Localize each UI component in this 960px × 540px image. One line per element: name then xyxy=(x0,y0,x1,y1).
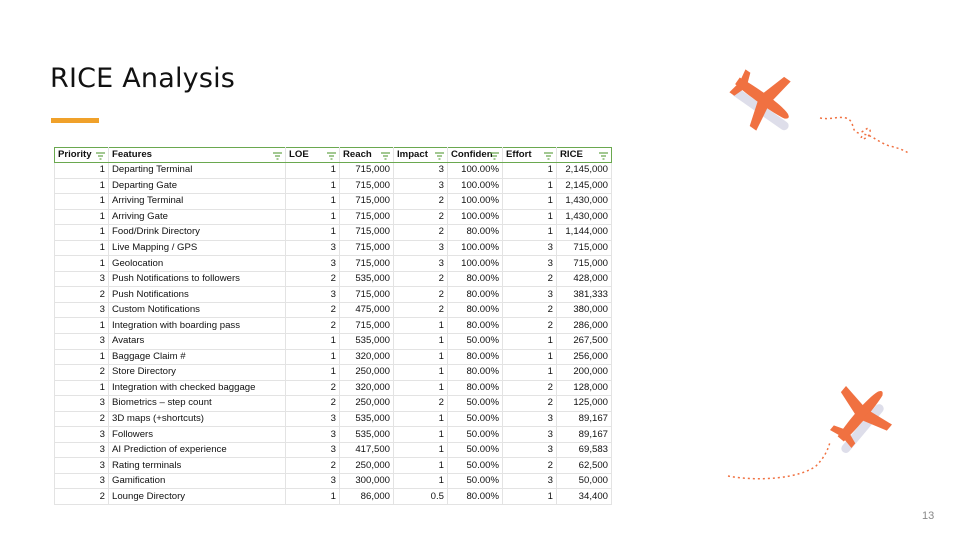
table-row xyxy=(55,349,612,365)
column-header-label: Impact xyxy=(397,149,428,160)
table-row xyxy=(55,194,612,210)
slide-title: RICE Analysis xyxy=(50,63,236,94)
column-header-label: LOE xyxy=(289,149,309,160)
table-cell[interactable]: 3 xyxy=(286,240,340,256)
table-cell[interactable]: 1 xyxy=(55,256,109,272)
table-cell[interactable]: 2 xyxy=(55,287,109,303)
filter-icon[interactable] xyxy=(327,151,336,159)
table-cell[interactable]: 286,000 xyxy=(557,318,612,334)
table-cell[interactable]: 100.00% xyxy=(448,240,503,256)
table-cell[interactable]: 1 xyxy=(394,473,448,489)
table-cell[interactable]: 3 xyxy=(55,473,109,489)
table-cell[interactable]: 715,000 xyxy=(340,240,394,256)
table-cell[interactable]: Followers xyxy=(109,427,286,443)
table-cell[interactable]: Custom Notifications xyxy=(109,302,286,318)
table-cell[interactable]: 3 xyxy=(503,473,557,489)
table-cell[interactable]: 2 xyxy=(286,271,340,287)
table-cell[interactable]: 80.00% xyxy=(448,302,503,318)
table-cell[interactable]: 1 xyxy=(503,334,557,350)
table-cell[interactable]: 1 xyxy=(394,458,448,474)
table-cell[interactable]: Gamification xyxy=(109,473,286,489)
table-row xyxy=(55,225,612,241)
table-cell[interactable]: 535,000 xyxy=(340,411,394,427)
table-cell[interactable]: 50.00% xyxy=(448,427,503,443)
table-cell[interactable]: 3 xyxy=(55,458,109,474)
table-cell[interactable]: 80.00% xyxy=(448,287,503,303)
table-cell[interactable]: Food/Drink Directory xyxy=(109,225,286,241)
table-cell[interactable]: 1,430,000 xyxy=(557,194,612,210)
table-cell[interactable]: 3 xyxy=(394,163,448,179)
table-cell[interactable]: 2,145,000 xyxy=(557,163,612,179)
table-cell[interactable]: 1 xyxy=(55,178,109,194)
table-cell[interactable]: 80.00% xyxy=(448,318,503,334)
table-cell[interactable]: 250,000 xyxy=(340,365,394,381)
table-cell[interactable]: 80.00% xyxy=(448,489,503,505)
table-cell[interactable]: 2 xyxy=(503,380,557,396)
table-cell[interactable]: 3 xyxy=(503,442,557,458)
table-cell[interactable]: 86,000 xyxy=(340,489,394,505)
filter-icon[interactable] xyxy=(435,151,444,159)
table-cell[interactable]: 3 xyxy=(394,178,448,194)
table-cell[interactable]: Geolocation xyxy=(109,256,286,272)
table-row xyxy=(55,334,612,350)
filter-icon[interactable] xyxy=(490,151,499,159)
table-cell[interactable]: 80.00% xyxy=(448,380,503,396)
table-cell[interactable]: Baggage Claim # xyxy=(109,349,286,365)
column-header[interactable] xyxy=(557,148,612,163)
table-cell[interactable]: 2 xyxy=(286,380,340,396)
column-header[interactable] xyxy=(286,148,340,163)
table-cell[interactable]: 1 xyxy=(503,178,557,194)
table-cell[interactable]: 715,000 xyxy=(340,256,394,272)
rice-table xyxy=(54,147,612,505)
table-cell[interactable]: 1 xyxy=(394,349,448,365)
table-cell[interactable]: 2 xyxy=(394,287,448,303)
table-cell[interactable]: 2 xyxy=(394,302,448,318)
table-cell[interactable]: 1 xyxy=(286,365,340,381)
table-cell[interactable]: 715,000 xyxy=(340,318,394,334)
table-row xyxy=(55,442,612,458)
table-cell[interactable]: 3 xyxy=(55,396,109,412)
table-row xyxy=(55,318,612,334)
table-cell[interactable]: 535,000 xyxy=(340,427,394,443)
table-cell[interactable]: 715,000 xyxy=(340,287,394,303)
table-cell[interactable]: 100.00% xyxy=(448,163,503,179)
table-cell[interactable]: 1 xyxy=(394,318,448,334)
airplane-decoration-bottom xyxy=(720,378,900,488)
column-header-label: Confiden xyxy=(451,149,493,160)
table-cell[interactable]: 2 xyxy=(503,302,557,318)
table-cell[interactable]: 1,144,000 xyxy=(557,225,612,241)
table-cell[interactable]: 2 xyxy=(286,396,340,412)
table-cell[interactable]: 128,000 xyxy=(557,380,612,396)
table-cell[interactable]: 1 xyxy=(55,240,109,256)
column-header-label: Reach xyxy=(343,149,372,160)
table-cell[interactable]: Avatars xyxy=(109,334,286,350)
table-cell[interactable]: 1 xyxy=(503,209,557,225)
table-cell[interactable]: 2,145,000 xyxy=(557,178,612,194)
table-cell[interactable]: 417,500 xyxy=(340,442,394,458)
table-cell[interactable]: 80.00% xyxy=(448,225,503,241)
table-cell[interactable]: 125,000 xyxy=(557,396,612,412)
table-cell[interactable]: 3 xyxy=(286,256,340,272)
table-cell[interactable]: 100.00% xyxy=(448,178,503,194)
table-cell[interactable]: 475,000 xyxy=(340,302,394,318)
table-cell[interactable]: 2 xyxy=(394,271,448,287)
table-cell[interactable]: 80.00% xyxy=(448,271,503,287)
table-cell[interactable]: 89,167 xyxy=(557,411,612,427)
table-cell[interactable]: 1 xyxy=(394,365,448,381)
table-cell[interactable]: 1 xyxy=(503,225,557,241)
table-cell[interactable]: Lounge Directory xyxy=(109,489,286,505)
table-cell[interactable]: 3 xyxy=(55,271,109,287)
table-cell[interactable]: 715,000 xyxy=(340,209,394,225)
column-header[interactable] xyxy=(394,148,448,163)
table-cell[interactable]: 2 xyxy=(394,209,448,225)
table-cell[interactable]: 2 xyxy=(286,458,340,474)
table-cell[interactable]: Push Notifications xyxy=(109,287,286,303)
filter-icon[interactable] xyxy=(381,151,390,159)
airplane-decoration-top xyxy=(720,58,920,163)
table-cell[interactable]: 1 xyxy=(55,225,109,241)
table-cell[interactable]: 62,500 xyxy=(557,458,612,474)
table-cell[interactable]: Departing Gate xyxy=(109,178,286,194)
column-header[interactable] xyxy=(109,148,286,163)
flight-path-top xyxy=(820,117,910,154)
table-cell[interactable]: 2 xyxy=(394,225,448,241)
table-cell[interactable]: 3 xyxy=(286,287,340,303)
table-cell[interactable]: 1 xyxy=(394,427,448,443)
table-cell[interactable]: 34,400 xyxy=(557,489,612,505)
table-cell[interactable]: 250,000 xyxy=(340,396,394,412)
table-cell[interactable]: 1 xyxy=(286,334,340,350)
table-cell[interactable]: 1 xyxy=(503,163,557,179)
table-cell[interactable]: 100.00% xyxy=(448,256,503,272)
table-cell[interactable]: 3 xyxy=(55,427,109,443)
table-cell[interactable]: 381,333 xyxy=(557,287,612,303)
table-cell[interactable]: 2 xyxy=(55,365,109,381)
table-cell[interactable]: 1 xyxy=(286,209,340,225)
table-cell[interactable]: 3 xyxy=(55,442,109,458)
table-cell[interactable]: 428,000 xyxy=(557,271,612,287)
table-cell[interactable]: 3 xyxy=(503,287,557,303)
table-cell[interactable]: 2 xyxy=(394,194,448,210)
table-cell[interactable]: 300,000 xyxy=(340,473,394,489)
table-cell[interactable]: 715,000 xyxy=(340,194,394,210)
table-cell[interactable]: 535,000 xyxy=(340,271,394,287)
filter-icon[interactable] xyxy=(96,151,105,159)
airplane-icon xyxy=(815,371,904,461)
table-cell[interactable]: 1 xyxy=(503,489,557,505)
table-cell[interactable]: 2 xyxy=(55,411,109,427)
table-cell[interactable]: 50.00% xyxy=(448,396,503,412)
table-cell[interactable]: 1 xyxy=(394,411,448,427)
table-cell[interactable]: Arriving Terminal xyxy=(109,194,286,210)
table-cell[interactable]: 80.00% xyxy=(448,365,503,381)
table-cell[interactable]: 3 xyxy=(394,240,448,256)
table-cell[interactable]: 1 xyxy=(286,194,340,210)
table-cell[interactable]: 1 xyxy=(394,380,448,396)
page-number: 13 xyxy=(922,510,935,522)
column-header[interactable] xyxy=(55,148,109,163)
table-cell[interactable]: 1 xyxy=(503,194,557,210)
table-cell[interactable]: 320,000 xyxy=(340,349,394,365)
table-cell[interactable]: 1 xyxy=(286,163,340,179)
table-cell[interactable]: 1 xyxy=(55,194,109,210)
table-row xyxy=(55,240,612,256)
table-row xyxy=(55,178,612,194)
table-row xyxy=(55,256,612,272)
table-cell[interactable]: 2 xyxy=(503,318,557,334)
table-cell[interactable]: 2 xyxy=(286,302,340,318)
table-row xyxy=(55,302,612,318)
table-row xyxy=(55,473,612,489)
table-cell[interactable]: 3 xyxy=(503,240,557,256)
table-cell[interactable]: 2 xyxy=(503,271,557,287)
table-cell[interactable]: Arriving Gate xyxy=(109,209,286,225)
table-cell[interactable]: 715,000 xyxy=(557,256,612,272)
table-cell[interactable]: 3 xyxy=(503,256,557,272)
table-cell[interactable]: 50,000 xyxy=(557,473,612,489)
table-cell[interactable]: 2 xyxy=(503,396,557,412)
table-cell[interactable]: 2 xyxy=(286,318,340,334)
table-cell[interactable]: 1 xyxy=(286,225,340,241)
table-row xyxy=(55,209,612,225)
airplane-icon xyxy=(720,56,807,142)
table-cell[interactable]: 1 xyxy=(55,163,109,179)
table-cell[interactable]: 1 xyxy=(286,178,340,194)
table-cell[interactable]: 3 xyxy=(286,473,340,489)
table-row xyxy=(55,287,612,303)
table-row xyxy=(55,411,612,427)
table-cell[interactable]: 267,500 xyxy=(557,334,612,350)
table-cell[interactable]: 535,000 xyxy=(340,334,394,350)
table-cell[interactable]: 1 xyxy=(286,489,340,505)
table-cell[interactable]: Push Notifications to followers xyxy=(109,271,286,287)
table-cell[interactable]: 50.00% xyxy=(448,411,503,427)
table-body xyxy=(55,163,612,505)
table-cell[interactable]: 3 xyxy=(286,442,340,458)
table-cell[interactable]: 0.5 xyxy=(394,489,448,505)
column-header-label: Priority xyxy=(58,149,92,160)
column-header[interactable] xyxy=(448,148,503,163)
table-cell[interactable]: 320,000 xyxy=(340,380,394,396)
table-cell[interactable]: 3 xyxy=(286,411,340,427)
table-cell[interactable]: 2 xyxy=(394,396,448,412)
table-cell[interactable]: 50.00% xyxy=(448,334,503,350)
table-cell[interactable]: 3 xyxy=(503,411,557,427)
table-cell[interactable]: 1 xyxy=(55,349,109,365)
table-cell[interactable]: Integration with boarding pass xyxy=(109,318,286,334)
table-cell[interactable]: Store Directory xyxy=(109,365,286,381)
table-cell[interactable]: 1,430,000 xyxy=(557,209,612,225)
table-cell[interactable]: Live Mapping / GPS xyxy=(109,240,286,256)
table-cell[interactable]: 1 xyxy=(394,334,448,350)
table-cell[interactable]: 3 xyxy=(55,334,109,350)
table-row xyxy=(55,396,612,412)
filter-icon[interactable] xyxy=(544,151,553,159)
table-cell[interactable]: 250,000 xyxy=(340,458,394,474)
table-cell[interactable]: 1 xyxy=(55,209,109,225)
table-cell[interactable]: 715,000 xyxy=(340,163,394,179)
table-cell[interactable]: 69,583 xyxy=(557,442,612,458)
table-cell[interactable]: 715,000 xyxy=(340,225,394,241)
table-cell[interactable]: Biometrics – step count xyxy=(109,396,286,412)
table-cell[interactable]: 50.00% xyxy=(448,473,503,489)
table-cell[interactable]: 50.00% xyxy=(448,458,503,474)
table-cell[interactable]: 3 xyxy=(286,427,340,443)
table-cell[interactable]: 1 xyxy=(394,442,448,458)
table-cell[interactable]: 1 xyxy=(286,349,340,365)
table-cell[interactable]: 1 xyxy=(503,349,557,365)
flight-path-bottom xyxy=(728,442,830,479)
table-row xyxy=(55,489,612,505)
table-cell[interactable]: 3D maps (+shortcuts) xyxy=(109,411,286,427)
column-header-label: Features xyxy=(112,149,152,160)
column-header[interactable] xyxy=(503,148,557,163)
table-cell[interactable]: 380,000 xyxy=(557,302,612,318)
table-cell[interactable]: AI Prediction of experience xyxy=(109,442,286,458)
table-row xyxy=(55,380,612,396)
table-cell[interactable]: 256,000 xyxy=(557,349,612,365)
table-cell[interactable]: Departing Terminal xyxy=(109,163,286,179)
header-row xyxy=(55,148,612,163)
column-header-label: RICE xyxy=(560,149,583,160)
title-accent-bar xyxy=(51,118,99,123)
table-row xyxy=(55,365,612,381)
table-cell[interactable]: 1 xyxy=(55,380,109,396)
table-cell[interactable]: 50.00% xyxy=(448,442,503,458)
table-cell[interactable]: 1 xyxy=(55,318,109,334)
table-cell[interactable]: 100.00% xyxy=(448,194,503,210)
table-cell[interactable]: 3 xyxy=(394,256,448,272)
filter-icon[interactable] xyxy=(599,151,608,159)
table-cell[interactable]: 89,167 xyxy=(557,427,612,443)
filter-icon[interactable] xyxy=(273,151,282,159)
table-cell[interactable]: 200,000 xyxy=(557,365,612,381)
table-cell[interactable]: 3 xyxy=(503,427,557,443)
table-cell[interactable]: 2 xyxy=(503,458,557,474)
table-cell[interactable]: 715,000 xyxy=(340,178,394,194)
table-cell[interactable]: 2 xyxy=(55,489,109,505)
column-header-label: Effort xyxy=(506,149,532,160)
table-cell[interactable]: 80.00% xyxy=(448,349,503,365)
table-cell[interactable]: 3 xyxy=(55,302,109,318)
table-cell[interactable]: Rating terminals xyxy=(109,458,286,474)
table-row xyxy=(55,458,612,474)
table-row xyxy=(55,427,612,443)
table-cell[interactable]: 100.00% xyxy=(448,209,503,225)
table-cell[interactable]: Integration with checked baggage xyxy=(109,380,286,396)
table-row xyxy=(55,163,612,179)
table-row xyxy=(55,271,612,287)
table-cell[interactable]: 715,000 xyxy=(557,240,612,256)
column-header[interactable] xyxy=(340,148,394,163)
table-cell[interactable]: 1 xyxy=(503,365,557,381)
